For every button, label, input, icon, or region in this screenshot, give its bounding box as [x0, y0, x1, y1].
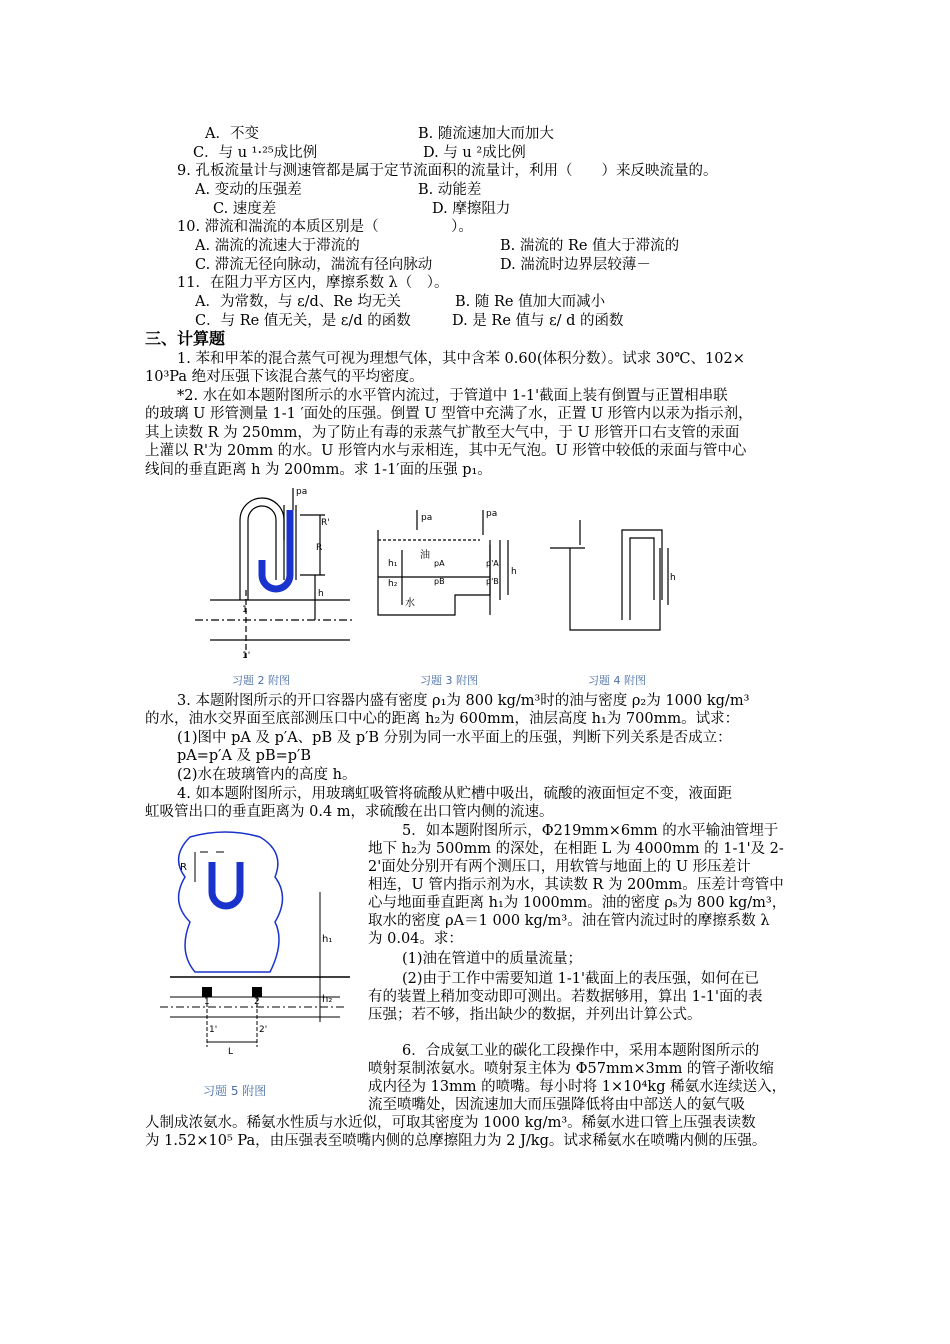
- fig5-label: L: [228, 1047, 234, 1057]
- problem-3-line: 3. 本题附图所示的开口容器内盛有密度 ρ₁为 800 kg/m³时的油与密度 ρ₂为 1000 kg/m³: [177, 693, 750, 709]
- option-8c: C．与 u ¹·²⁵成比例: [193, 145, 318, 161]
- problem-2-line: 上灌以 R'为 20mm 的水。U 形管内水与汞相连，其中无气泡。U 形管中较低的汞面与管中心: [145, 443, 747, 459]
- fig3-label: h: [511, 567, 517, 577]
- fig3-label: pa: [486, 509, 498, 519]
- option-10b: B. 湍流的 Re 值大于滞流的: [500, 238, 680, 254]
- figure-3-caption: 习题 3 附图: [420, 674, 478, 687]
- problem-5-line: 取水的密度 ρA＝1 000 kg/m³。油在管内流过时的摩擦系数 λ: [368, 913, 770, 929]
- fig3-label: 水: [405, 598, 415, 609]
- question-11: 11．在阻力平方区内，摩擦系数 λ（ ）。: [177, 275, 449, 291]
- problem-2-line: *2. 水在如本题附图所示的水平管内流过，于管道中 1-1'截面上装有倒置与正置相串联: [177, 388, 728, 404]
- option-11b: B. 随 Re 值加大而减小: [455, 294, 606, 310]
- fig3-label: pa: [421, 513, 433, 523]
- fig5-label: h₁: [322, 934, 333, 945]
- problem-5-line: (1)油在管道中的质量流量；: [402, 951, 583, 967]
- fig3-label: h₂: [388, 579, 398, 589]
- question-9: 9. 孔板流量计与测速管都是属于定节流面积的流量计，利用（ ）来反映流量的。: [177, 163, 718, 179]
- problem-5-line: 为 0.04。求：: [368, 931, 463, 947]
- option-8d: D. 与 u ²成比例: [423, 145, 526, 161]
- section-title: 三、计算题: [145, 329, 226, 348]
- fig2-label: R: [316, 543, 323, 553]
- problem-3-line: pA=p′A 及 pB=p′B: [177, 748, 311, 764]
- problem-5-line: 心与地面垂直距离 h₁为 1000mm。油的密度 ρₛ为 800 kg/m³，: [368, 895, 787, 911]
- fig2-label: h: [318, 589, 324, 599]
- problem-3-line: (1)图中 pA 及 p′A、pB 及 p′B 分别为同一水平面上的压强，判断下列关系是否成立：: [177, 730, 732, 746]
- problem-5-line: 地下 h₂为 500mm 的深处，在相距 L 为 4000mm 的 1-1'及 2-: [368, 841, 784, 857]
- problem-6-line: 6．合成氨工业的碳化工段操作中，采用本题附图所示的: [402, 1043, 760, 1059]
- problem-1-line: 10³Pa 绝对压强下该混合蒸气的平均密度。: [145, 369, 424, 385]
- fig5-label: 2': [259, 1025, 268, 1035]
- fig5-label: 1: [204, 997, 210, 1007]
- fig3-label: pA: [434, 559, 445, 568]
- option-9b: B. 动能差: [418, 182, 482, 198]
- problem-6-line: 人制成浓氨水。稀氨水性质与水近似，可取其密度为 1000 kg/m³。稀氨水进口管上压强表读数: [145, 1115, 756, 1131]
- problem-3-line: (2)水在玻璃管内的高度 h。: [177, 767, 357, 783]
- option-10a: A. 湍流的流速大于滞流的: [195, 238, 360, 254]
- problem-5-line: 2'面处分别开有两个测压口，用软管与地面上的 U 形压差计: [368, 859, 751, 875]
- option-9a: A. 变动的压强差: [195, 182, 302, 198]
- problem-6-line: 成内径为 13mm 的喷嘴。每小时将 1×10⁴kg 稀氨水连续送入，: [368, 1079, 787, 1095]
- problem-4-line: 4. 如本题附图所示，用玻璃虹吸管将硫酸从贮槽中吸出，硫酸的液面恒定不变，液面距: [177, 786, 732, 802]
- problem-3-line: 的水，油水交界面至底部测压口中心的距离 h₂为 600mm，油层高度 h₁为 700mm。试求：: [145, 711, 740, 727]
- problem-2-line: 的玻璃 U 形管测量 1-1 ′面处的压强。倒置 U 型管中充满了水，正置 U 形管内以汞为指示剂，: [145, 406, 753, 422]
- fig5-label: R: [180, 862, 187, 873]
- problem-1-line: 1. 苯和甲苯的混合蒸气可视为理想气体，其中含苯 0.60(体积分数）。试求 30℃、102×: [177, 351, 745, 367]
- fig5-label: 2: [254, 997, 260, 1007]
- option-8a: A．不变: [205, 126, 259, 142]
- figure-row-2-3-4: [190, 480, 676, 670]
- problem-5-line: 相连，U 管内指示剂为水，其读数 R 为 200mm。压差计弯管中: [368, 877, 784, 893]
- fig3-label: pB: [434, 577, 445, 586]
- figure-2-diagram: [195, 488, 355, 658]
- problem-4-line: 虹吸管出口的垂直距离为 0.4 m，求硫酸在出口管内侧的流速。: [145, 804, 554, 820]
- figure-5-diagram: [150, 822, 355, 1077]
- fig2-label: pa: [296, 487, 308, 497]
- fig5-label: 1': [209, 1025, 218, 1035]
- option-11d: D. 是 Re 值与 ε/ d 的函数: [452, 313, 624, 329]
- fig3-label: 油: [420, 550, 430, 561]
- problem-5-line: 有的装置上稍加变动即可测出。若数据够用，算出 1-1'面的表: [368, 989, 763, 1005]
- problem-5-line: 5．如本题附图所示，Φ219mm×6mm 的水平输油管埋于: [402, 823, 779, 839]
- figure-2-caption: 习题 2 附图: [232, 674, 290, 687]
- figure-4-diagram: [550, 520, 668, 630]
- problem-6-line: 喷射泵制浓氨水。喷射泵主体为 Φ57mm×3mm 的管子渐收缩: [368, 1061, 774, 1077]
- problem-2-line: 线间的垂直距离 h 为 200mm。求 1-1′面的压强 p₁。: [145, 462, 492, 478]
- fig3-label: p'A: [486, 559, 499, 568]
- option-9d: D. 摩擦阻力: [432, 201, 511, 217]
- fig2-label: R': [321, 518, 330, 528]
- option-11a: A．为常数，与 ε/d、Re 均无关: [195, 294, 401, 310]
- fig3-label: h₁: [388, 559, 398, 569]
- option-11c: C．与 Re 值无关，是 ε/d 的函数: [195, 313, 411, 329]
- fig3-label: p'B: [486, 577, 499, 586]
- problem-6-line: 为 1.52×10⁵ Pa，由压强表至喷嘴内侧的总摩擦阻力为 2 J/kg。试求稀氨水在喷嘴内侧的压强。: [145, 1133, 767, 1149]
- option-10d: D. 湍流时边界层较薄－: [500, 257, 651, 273]
- problem-5-line: (2)由于工作中需要知道 1-1'截面上的表压强，如何在已: [402, 971, 759, 987]
- fig4-label: h: [670, 573, 676, 583]
- figure-5-caption: 习题 5 附图: [203, 1084, 267, 1098]
- fig5-label: h₂: [322, 994, 333, 1005]
- fig2-label: 1: [242, 605, 248, 615]
- problem-6-line: 流至喷嘴处，因流速加大而压强降低将由中部送人的氨气吸: [368, 1097, 745, 1113]
- question-10: 10. 滞流和湍流的本质区别是（ ）。: [177, 219, 473, 235]
- option-8b: B. 随流速加大而加大: [418, 126, 554, 142]
- problem-2-line: 其上读数 R 为 250mm，为了防止有毒的汞蒸气扩散至大气中，于 U 形管开口右支管的汞面: [145, 425, 740, 441]
- option-9c: C. 速度差: [213, 201, 277, 217]
- fig2-label: 1': [242, 651, 251, 661]
- option-10c: C. 滞流无径向脉动，湍流有径向脉动: [195, 257, 433, 273]
- figure-4-caption: 习题 4 附图: [588, 674, 646, 687]
- problem-5-line: 压强；若不够，指出缺少的数据，并列出计算公式。: [368, 1007, 702, 1023]
